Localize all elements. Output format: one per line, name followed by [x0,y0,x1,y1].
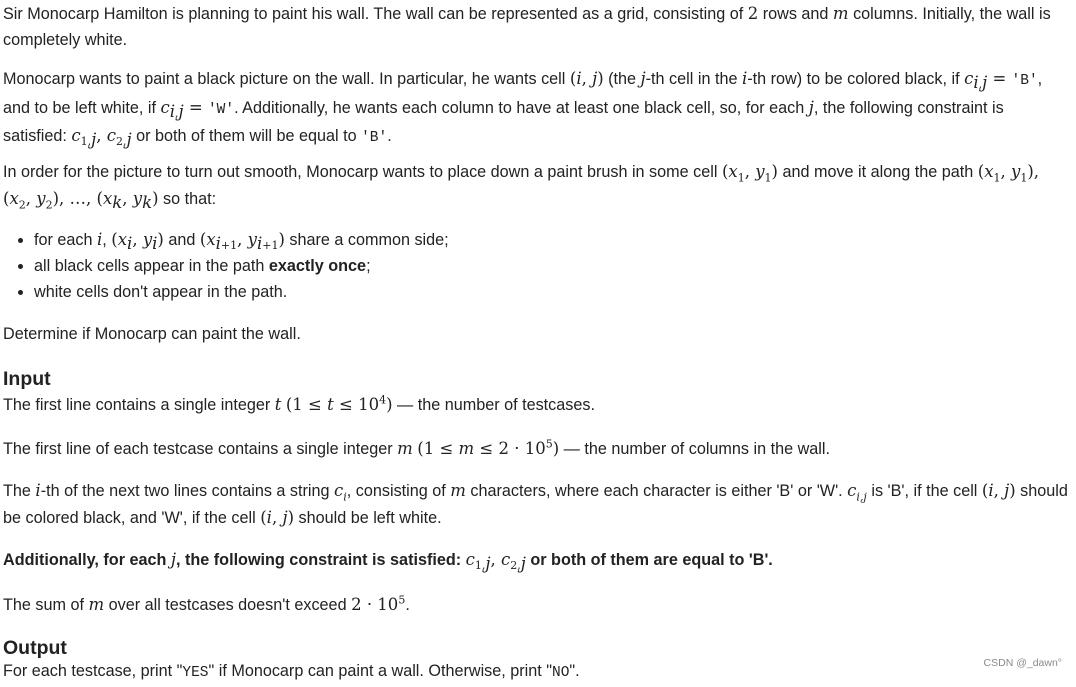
statement-paragraph-1 [3,1,1069,53]
statement-paragraph-4: Determine if Monocarp can paint the wall. [3,325,301,343]
input-line-5: The sum of m over all testcases doesn't exceed $2 \cdot 10^5$. [3,593,410,614]
list-item: • all black cells appear in the path exactly once; [34,253,1064,279]
math-path: ($x_1$, $y_1$), ($x_2$, $y_2$), …, ($x_k$, $y_k$) [3,162,1040,212]
statement-paragraph-3 [3,159,1069,212]
text: columns. Initially, the wall is completely white. [3,5,1051,49]
math-constraint: $c_{1,j}$, $c_{2,j}$ [71,126,132,150]
input-line-2: The first line of each testcase contains a single integer m $(1 \le m \le 2 \cdot 10^5)$ — the number of columns in the wall. [3,437,830,458]
input-line-4: Additionally, for each j, the following constraint is satisfied: $c_{1,j}$, $c_{2,j}$ or both of them are equal to 'B'. [3,550,773,574]
math-start-cell: ($x_1$, $y_1$) [721,162,778,185]
math-rows: 2 [747,4,759,23]
section-title-input: Input [3,368,51,390]
section-title-output: Output [3,637,67,659]
list-item: • for each i, ($x_i$, $y_i$) and ($x_{i+1}$, $y_{i+1}$) share a common side; [34,227,1064,253]
input-line-1: The first line contains a single integer t $(1 \le t \le 10^4)$ — the number of testcases. [3,393,595,414]
text: (the [603,70,641,88]
list-item: • white cells don't appear in the path. [34,279,1064,305]
text: rows and [758,5,833,23]
text: Sir Monocarp Hamilton is planning to paint his wall. The wall can be represented as a grid, consisting of [3,5,748,23]
condition-list [3,227,1064,305]
math-columns: m [832,4,849,23]
statement-paragraph-2: Monocarp wants to paint a black picture on the wall. In particular, he wants cell (i, j) (the j-th cell in the i-th row) to be colored black, if $c_{i,j}$ = 'B', and to be left white, if $c_{i,j}$ = 'W'. Additionally, he wants each column to have at least one black cell, so, for each j, the following constraint is satisfied: $c_{1,j}$, $c_{2,j}$ or both of them will be equal to 'B'. [3,69,1043,150]
output-line-1: For each testcase, print "YES" if Monocarp can paint a wall. Otherwise, print "NO". [3,662,580,681]
text: Monocarp wants to paint a black picture on the wall. In particular, he wants cell [3,70,570,88]
math-i: i [741,69,748,88]
math-cij-eq: $c_{i,j}$ = [964,69,1012,93]
math-cell-ij: (i, j) [569,69,604,88]
text: -th row) to be colored black, if [747,70,965,88]
text: so that: [158,189,217,208]
text: -th cell in the [645,70,742,88]
text: In order for the picture to turn out smooth, Monocarp wants to place down a paint brush in some cell [3,163,722,181]
input-line-3: The i-th of the next two lines contains a string $c_i$, consisting of m characters, where each character is either 'B' or 'W'. $c_{i,j}$ is 'B', if the cell (i, j) should be colored black, and 'W', if the cell (i, j) should be left white. [3,481,1068,527]
csdn-watermark: CSDN @_dawn° [983,657,1062,669]
text: and move it along the path [777,163,978,181]
math-cij-eq-w: $c_{i,j}$ = [160,97,208,121]
math-j: j [640,69,646,88]
